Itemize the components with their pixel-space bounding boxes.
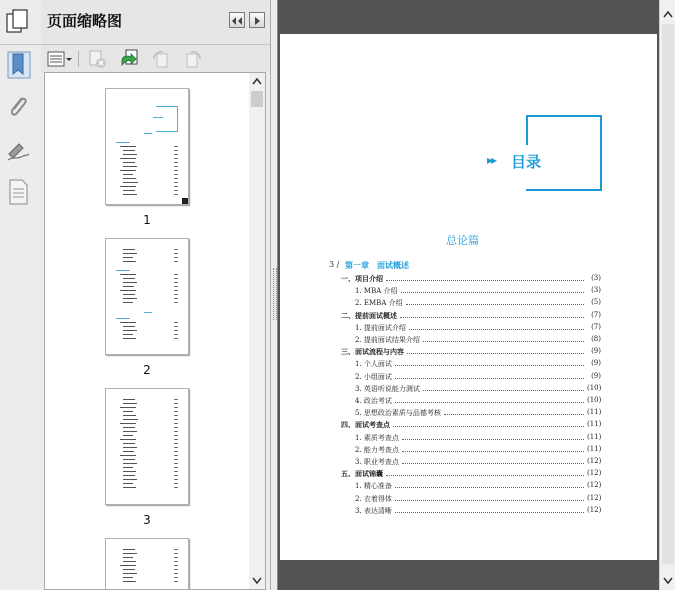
thumbnail-scroll-thumb[interactable] [251,91,263,107]
toc-entry-label: 4. 政治考试 [355,397,392,405]
section-title: 总论篇 [446,234,479,247]
toc-entry-label: 1. 精心准备 [355,482,392,491]
thumbnail-label-3: 3 [143,513,151,527]
toc-entry[interactable] [280,347,657,359]
header-arrows-icon: ▸▸ [487,153,496,167]
toc-leader-dots [407,353,584,354]
toc-entry-page: (3) [591,286,601,295]
toc-entry-label: 四、面试考查点 [341,420,390,430]
doc-scroll-down-arrow-icon[interactable] [663,577,673,585]
rotate-ccw-icon[interactable] [151,49,171,69]
toc-entry-label: 2. 衣着得体 [355,494,392,503]
toc-entry-page: (11) [587,432,602,441]
toc-leader-dots [444,414,584,415]
toc-entry[interactable] [280,323,657,335]
toc-entry-page: (12) [587,469,602,478]
toc-entry[interactable] [280,494,657,506]
toc-entry-label: 1. 个人面试 [355,360,392,369]
toc-leader-dots [402,439,584,440]
toc-entry-label: 3. 职业考查点 [355,458,399,466]
toc-entry-page: (12) [587,481,602,490]
toc-leader-dots [395,402,584,403]
attachments-icon[interactable] [5,92,31,122]
toc-entry-page: (9) [591,359,601,368]
toc-entry-label: 二、提前面试概述 [341,310,397,320]
delete-page-icon[interactable] [88,49,108,69]
toc-leader-dots [386,475,584,476]
scroll-down-arrow-icon[interactable] [252,577,262,585]
toc-entry-page: (11) [587,408,602,417]
toc-entry-page: (8) [591,335,601,343]
toc-entry-label: 2. 提前面试结果介绍 [355,336,420,344]
toc-leader-dots [395,378,584,379]
expand-panel-button[interactable] [249,12,265,28]
contents-title: 目录 [511,153,542,171]
toc-entry-label: 1. MBA 介绍 [355,287,398,296]
toc-entry[interactable] [280,506,657,518]
toc-leader-dots [393,426,584,427]
toc-entry-label: 五、面试锦囊 [341,469,383,479]
chapter-title[interactable]: 第一章 面试概述 [345,261,409,270]
chevron-right-icon [250,14,264,28]
toc-entry-label: 2. EMBA 介绍 [355,299,403,308]
toc-leader-dots [423,390,584,391]
double-chevron-left-icon [230,14,244,28]
toc-entry-page: (9) [591,347,601,356]
toc-leader-dots [401,292,584,293]
toc-entry-label: 2. 能力考查点 [355,445,399,454]
page-thumbnail-3[interactable] [105,388,189,505]
toc-entry-page: (12) [587,505,602,514]
page-thumbnail-2[interactable] [105,238,189,355]
toc-entry-label: 1. 素质考查点 [355,433,399,442]
toc-entry[interactable] [280,408,657,420]
toc-entry[interactable] [280,396,657,408]
navigation-sidebar [0,0,42,590]
toc-entry[interactable] [280,469,657,481]
layers-icon[interactable] [5,176,31,206]
panel-splitter[interactable] [270,0,278,590]
toc-leader-dots [395,500,584,501]
toc-entry[interactable] [280,286,657,298]
toc-entry-page: (5) [591,298,601,307]
toc-entry[interactable] [280,445,657,457]
toc-entry[interactable] [280,298,657,310]
toc-entry[interactable] [280,274,657,286]
signatures-icon[interactable] [5,134,31,164]
toc-entry-label: 5. 思想政治素质与品德考核 [355,409,441,418]
bookmarks-icon[interactable] [5,50,31,80]
toc-entry-page: (9) [591,371,601,380]
toc-entry-page: (10) [587,383,602,392]
toc-entry-label: 3. 表达清晰 [355,506,392,515]
toc-entry[interactable] [280,420,657,432]
scroll-up-arrow-icon[interactable] [252,77,262,85]
doc-scroll-thumb[interactable] [662,24,674,564]
rotate-cw-icon[interactable] [183,49,203,69]
toc-entry[interactable] [280,335,657,347]
thumbnail-label-1: 1 [143,213,151,227]
thumbnail-list [44,72,266,590]
thumbnail-label-2: 2 [143,363,151,377]
document-view[interactable] [278,0,659,590]
page-thumbnail-1[interactable] [105,88,189,205]
toc-entry-page: (7) [591,322,601,331]
document-page [280,34,657,560]
panel-title: 页面缩略图 [47,12,123,30]
pages-panel-icon[interactable] [5,8,33,34]
toc-entry-label: 3. 英语听说能力测试 [355,384,420,393]
toc-entry[interactable] [280,359,657,371]
toc-entry-page: (11) [587,444,602,453]
toc-entry-page: (10) [587,396,602,404]
toc-entry-page: (11) [587,420,602,429]
toc-entry[interactable] [280,384,657,396]
toc-entry[interactable] [280,311,657,323]
chapter-page-number: 3 / [329,260,340,269]
toc-entry-page: (12) [587,493,602,502]
panel-header [41,0,270,45]
toc-leader-dots [400,317,584,318]
page-thumbnail-4[interactable] [105,538,189,590]
toc-leader-dots [395,365,584,366]
toc-entry-page: (3) [591,274,601,282]
toc-leader-dots [406,304,584,305]
toc-entry-label: 1. 提前面试介绍 [355,323,406,332]
toc-leader-dots [409,329,584,330]
toc-entry-label: 一、项目介绍 [341,274,383,283]
doc-scroll-up-arrow-icon[interactable] [663,10,673,18]
toc-leader-dots [395,512,584,513]
toc-entry[interactable] [280,372,657,384]
toc-entry-page: (7) [591,310,601,319]
toc-entry[interactable] [280,433,657,445]
toc-entry-page: (12) [587,457,602,465]
toc-leader-dots [402,463,584,464]
toc-entry-label: 2. 小组面试 [355,372,392,381]
toc-leader-dots [423,341,584,342]
thumbnails-toolbar [41,45,270,72]
toc-entry[interactable] [280,481,657,493]
toc-leader-dots [402,451,584,452]
splitter-grip-icon [273,268,277,320]
options-menu-icon[interactable] [47,49,73,69]
toc-entry-label: 三、面试流程与内容 [341,347,404,357]
toc-leader-dots [386,280,584,281]
document-scrollbar[interactable] [659,0,675,590]
page-thumbnails-panel [41,0,270,590]
toc-entry[interactable] [280,457,657,469]
insert-page-icon[interactable] [120,49,142,69]
thumbnail-scrollbar[interactable] [249,73,265,589]
collapse-panel-button[interactable] [229,12,245,28]
toc-leader-dots [395,487,584,488]
